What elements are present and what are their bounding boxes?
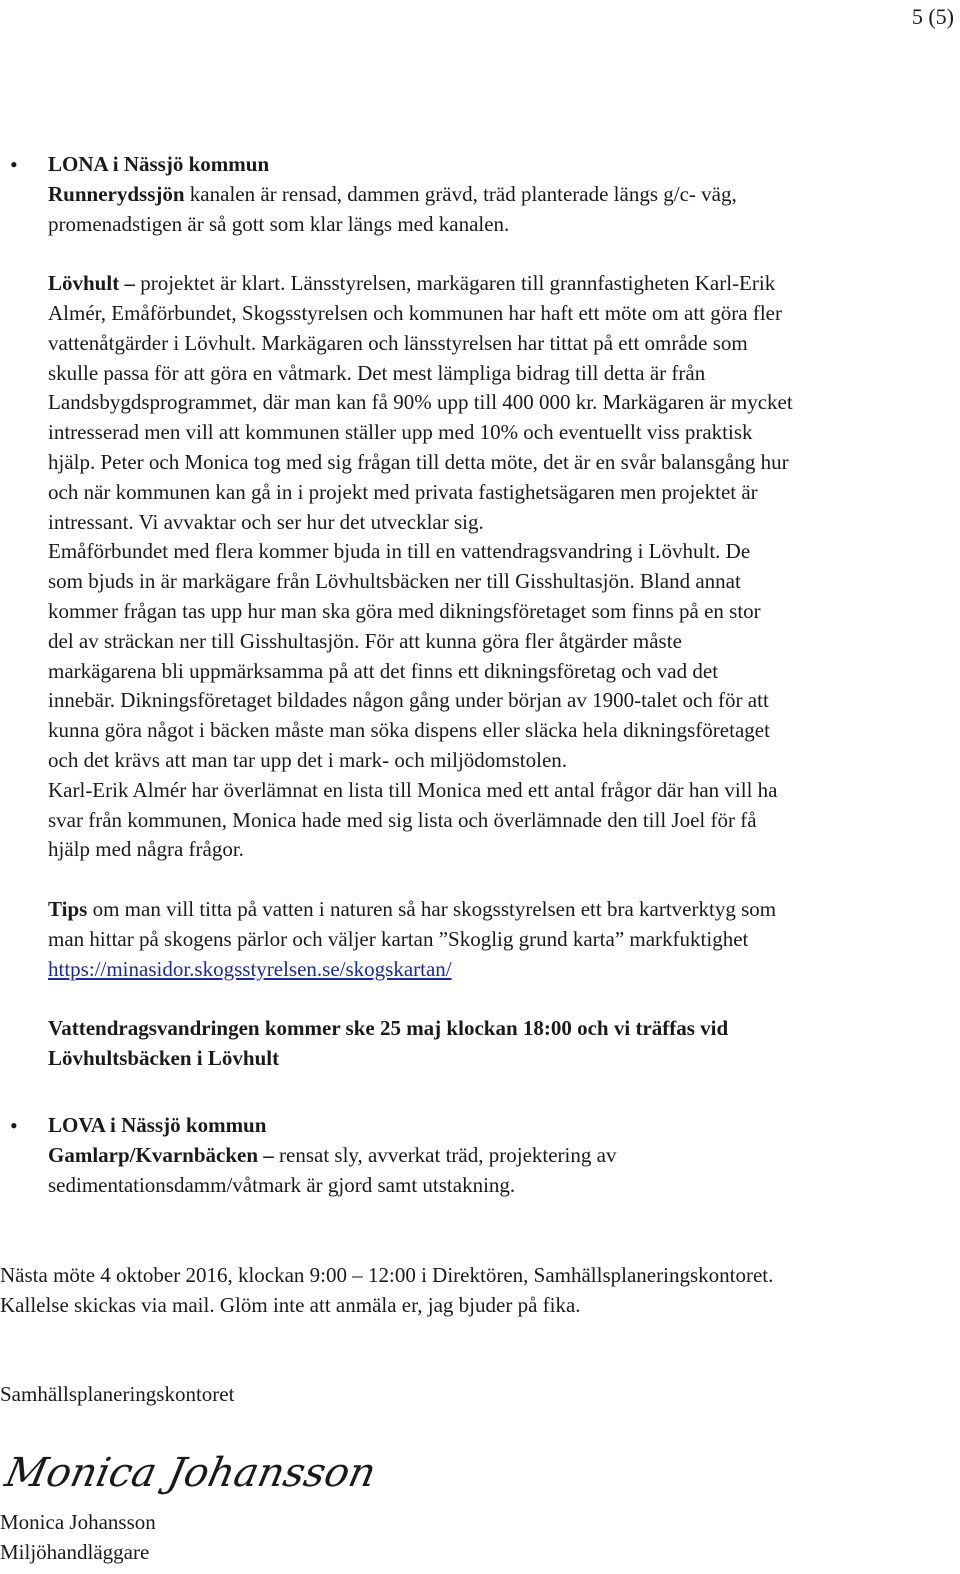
office-name: Samhällsplaneringskontoret	[0, 1382, 235, 1406]
next-meeting-line: Kallelse skickas via mail. Glöm inte att anmäla er, jag bjuder på fika.	[0, 1292, 581, 1317]
lona-p2-line: innebär. Dikningsföretaget bildades någon gång under början av 1900-talet och för att	[48, 688, 769, 713]
lovhult-label: Lövhult –	[48, 271, 135, 296]
lona-p2-line: del av sträckan ner till Gisshultasjön. För att kunna göra fler åtgärder måste	[48, 628, 682, 653]
lona-p2-line-0: Lövhult – projektet är klart. Länsstyrelsen, markägaren till grannfastigheten Karl-Erik	[48, 271, 776, 296]
skogskartan-link[interactable]: https://minasidor.skogsstyrelsen.se/skogskartan/	[48, 956, 452, 981]
lona-p2-line: och när kommunen kan gå in i projekt med privata fastighetsägaren men projektet är	[48, 479, 758, 504]
lona-p2-line: Karl-Erik Almér har överlämnat en lista till Monica med ett antal frågor där han vill ha	[48, 777, 778, 802]
lona-p2-line: kunna göra något i bäcken måste man söka dispens eller släcka hela dikningsföretaget	[48, 718, 770, 743]
next-meeting	[0, 1261, 960, 1321]
lona-p2-line: intresserad men vill att kommunen ställer upp med 10% och eventuellt viss praktisk	[48, 420, 753, 445]
lona-p2-line: hjälp. Peter och Monica tog med sig frågan till detta möte, det är en svår balansgång hur	[48, 449, 789, 474]
tips-label: Tips	[48, 896, 88, 921]
signer-block	[0, 1508, 960, 1568]
lona-p2-line: vattenåtgärder i Lövhult. Markägaren och länsstyrelsen har tittat på ett område som	[48, 330, 748, 355]
lona-p2-line: Emåförbundet med flera kommer bjuda in till en vattendragsvandring i Lövhult. De	[48, 539, 751, 564]
next-meeting-line: Nästa möte 4 oktober 2016, klockan 9:00 – 12:00 i Direktören, Samhällsplaneringskontoret.	[0, 1263, 774, 1287]
lona-p2-line: hjälp med några frågor.	[48, 837, 244, 862]
signature-image	[1, 1436, 381, 1512]
lona-p2-line: markägarena bli uppmärksamma på att det finns ett dikningsföretag och vad det	[48, 658, 719, 683]
lona-p2-line: som bjuds in är markägare från Lövhultsbäcken ner till Gisshultasjön. Bland annat	[48, 569, 741, 594]
lona-p1-line-1: promenadstigen är så gott som klar längs med kanalen.	[48, 211, 510, 236]
lona-p2-line: intressant. Vi avvaktar och ser hur det utvecklar sig.	[48, 509, 484, 534]
svg-text:Monica Johansson: Monica Johansson	[1, 1448, 381, 1496]
lona-p2-line: Landsbygdsprogrammet, där man kan få 90% upp till 400 000 kr. Markägaren är mycket	[48, 390, 793, 415]
lona-p2-line: och det krävs att man tar upp det i mark- och miljödomstolen.	[48, 747, 568, 772]
runnerydssjon-label: Runnerydssjön	[48, 181, 185, 206]
lona-p1-line-0: Runnerydssjön kanalen är rensad, dammen grävd, träd planterade längs g/c- väg,	[48, 181, 737, 206]
gamlarp-label: Gamlarp/Kvarnbäcken –	[48, 1142, 274, 1167]
lona-p2-line: kommer frågan tas upp hur man ska göra med dikningsföretaget som finns på en stor	[48, 598, 761, 623]
walk-announcement-line-0: Vattendragsvandringen kommer ske 25 maj klockan 18:00 och vi träffas vid	[48, 1016, 729, 1041]
bullet-icon: •	[10, 152, 18, 177]
lona-p2-line: Almér, Emåförbundet, Skogsstyrelsen och kommunen har haft ett möte om att göra fler	[48, 300, 782, 325]
lona-p2-line: svar från kommunen, Monica hade med sig lista och överlämnade den till Joel för få	[48, 807, 757, 832]
lova-heading: LOVA i Nässjö kommun	[48, 1113, 267, 1137]
lova-p1-line-1: sedimentationsdamm/våtmark är gjord samt utstakning.	[48, 1172, 516, 1197]
lona-p2-line: skulle passa för att göra en våtmark. Det mest lämpliga bidrag till detta är från	[48, 360, 706, 385]
signer-title: Miljöhandläggare	[0, 1539, 150, 1564]
tips-line-0: Tips om man vill titta på vatten i naturen så har skogsstyrelsen ett bra kartverktyg som	[48, 896, 777, 921]
lova-p1-line-0: Gamlarp/Kvarnbäcken – rensat sly, avverkat träd, projektering av	[48, 1142, 617, 1167]
signer-name: Monica Johansson	[0, 1510, 156, 1534]
lova-section	[10, 1111, 958, 1200]
tips-line-1: man hittar på skogens pärlor och väljer kartan ”Skoglig grund karta” markfuktighet	[48, 926, 749, 951]
bullet-icon: •	[10, 1113, 18, 1138]
lona-heading: LONA i Nässjö kommun	[48, 152, 270, 176]
walk-announcement-line-1: Lövhultsbäcken i Lövhult	[48, 1045, 280, 1070]
lona-section	[10, 150, 958, 1074]
page-number: 5 (5)	[911, 4, 954, 29]
